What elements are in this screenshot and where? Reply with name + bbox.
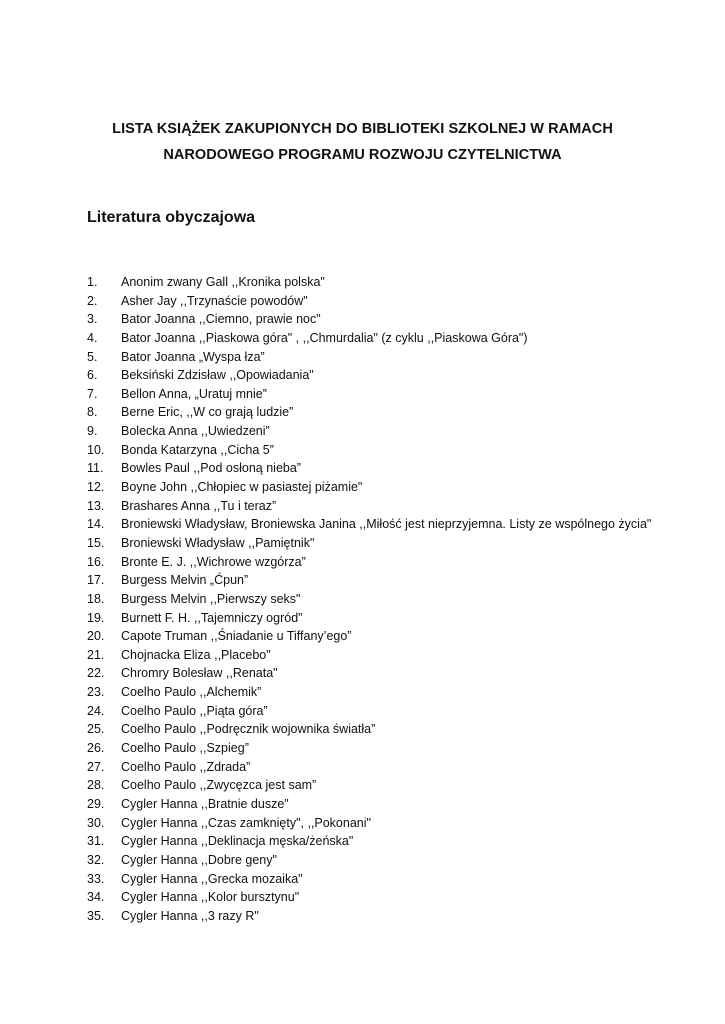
list-item <box>87 664 687 683</box>
list-item-number: 6. <box>87 368 98 383</box>
list-item-number: 7. <box>87 386 98 401</box>
list-item <box>87 571 687 590</box>
list-item <box>87 329 687 348</box>
list-item-number: 23. <box>87 685 105 700</box>
list-item <box>87 590 687 609</box>
list-item <box>87 292 687 311</box>
list-item <box>87 310 687 329</box>
list-item-text: Capote Truman ,,Śniadanie u Tiffany’ego” <box>121 629 352 644</box>
list-item-number: 26. <box>87 741 105 756</box>
list-item <box>87 702 687 721</box>
list-item-text: Burgess Melvin „Ćpun” <box>121 573 249 588</box>
list-item-number: 29. <box>87 796 105 811</box>
list-item <box>87 720 687 739</box>
list-item-text: Coelho Paulo ,,Podręcznik wojownika światła” <box>121 722 376 737</box>
list-item-text: Burnett F. H. ,,Tajemniczy ogród” <box>121 610 303 625</box>
list-item-number: 27. <box>87 759 105 774</box>
list-item <box>87 814 687 833</box>
list-item <box>87 609 687 628</box>
list-item <box>87 422 687 441</box>
list-item-number: 24. <box>87 703 105 718</box>
list-item <box>87 907 687 926</box>
list-item <box>87 758 687 777</box>
list-item-number: 18. <box>87 591 105 606</box>
list-item-text: Bellon Anna, „Uratuj mnie” <box>121 386 267 401</box>
list-item-number: 3. <box>87 312 98 327</box>
list-item <box>87 403 687 422</box>
list-item <box>87 478 687 497</box>
list-item <box>87 776 687 795</box>
list-item-text: Berne Eric, ,,W co grają ludzie” <box>121 405 294 420</box>
list-item <box>87 553 687 572</box>
list-item-number: 33. <box>87 871 105 886</box>
list-item-number: 8. <box>87 405 98 420</box>
list-item-number: 4. <box>87 330 98 345</box>
list-item <box>87 851 687 870</box>
list-item-text: Broniewski Władysław ,,Pamiętnik" <box>121 535 315 550</box>
list-item-number: 15. <box>87 535 105 550</box>
list-item-text: Coelho Paulo ,,Zwycęzca jest sam” <box>121 778 317 793</box>
list-item-text: Cygler Hanna ,,Deklinacja męska/żeńska" <box>121 834 354 849</box>
list-item-number: 32. <box>87 852 105 867</box>
list-item-number: 10. <box>87 442 105 457</box>
title-line-2: NARODOWEGO PROGRAMU ROZWOJU CZYTELNICTWA <box>163 147 562 163</box>
list-item <box>87 441 687 460</box>
list-item-text: Bator Joanna ,,Ciemno, prawie noc" <box>121 312 321 327</box>
list-item-text: Coelho Paulo ,,Szpieg” <box>121 741 249 756</box>
list-item-number: 12. <box>87 480 105 495</box>
list-item-text: Brashares Anna ,,Tu i teraz” <box>121 498 277 513</box>
list-item-text: Bator Joanna „Wyspa łza” <box>121 349 265 364</box>
list-item-text: Broniewski Władysław, Broniewska Janina ,,Miłość jest nieprzyjemna. Listy ze wspólnego życia" <box>121 517 652 532</box>
list-item-number: 35. <box>87 908 105 923</box>
title-line-1: LISTA KSIĄŻEK ZAKUPIONYCH DO BIBLIOTEKI SZKOLNEJ W RAMACH <box>112 121 613 137</box>
list-item-number: 21. <box>87 647 105 662</box>
list-item <box>87 534 687 553</box>
list-item-number: 20. <box>87 629 105 644</box>
list-item <box>87 366 687 385</box>
list-item-number: 16. <box>87 554 105 569</box>
list-item-text: Bator Joanna ,,Piaskowa góra" , ,,Chmurdalia" (z cyklu ,,Piaskowa Góra") <box>121 330 528 345</box>
list-item-text: Coelho Paulo ,,Piąta góra” <box>121 703 268 718</box>
list-item <box>87 795 687 814</box>
list-item <box>87 870 687 889</box>
list-item-text: Chojnacka Eliza ,,Placebo" <box>121 647 271 662</box>
list-item <box>87 497 687 516</box>
section-heading: Literatura obyczajowa <box>87 209 256 226</box>
list-item-number: 14. <box>87 517 105 532</box>
list-item-text: Asher Jay ,,Trzynaście powodów" <box>121 293 308 308</box>
list-item-text: Bowles Paul ,,Pod osłoną nieba” <box>121 461 301 476</box>
list-item-number: 5. <box>87 349 98 364</box>
list-item-number: 25. <box>87 722 105 737</box>
list-item <box>87 459 687 478</box>
list-item <box>87 385 687 404</box>
list-item <box>87 273 687 292</box>
list-item-number: 2. <box>87 293 98 308</box>
list-item-number: 34. <box>87 890 105 905</box>
list-item-number: 28. <box>87 778 105 793</box>
list-item <box>87 627 687 646</box>
list-item-number: 1. <box>87 275 98 289</box>
list-item-text: Burgess Melvin ,,Pierwszy seks" <box>121 591 301 606</box>
list-item-text: Cygler Hanna ,,3 razy R" <box>121 908 259 923</box>
list-item-number: 17. <box>87 573 105 588</box>
list-item-text: Coelho Paulo ,,Alchemik” <box>121 685 262 700</box>
list-item-text: Cygler Hanna ,,Grecka mozaika" <box>121 871 303 886</box>
list-item-text: Bronte E. J. ,,Wichrowe wzgórza” <box>121 554 306 569</box>
list-item-text: Cygler Hanna ,,Kolor bursztynu" <box>121 890 300 905</box>
list-item-number: 22. <box>87 666 105 681</box>
list-item-text: Boyne John ,,Chłopiec w pasiastej piżamie" <box>121 480 363 495</box>
list-item-number: 11. <box>87 461 104 476</box>
list-item-number: 31. <box>87 834 105 849</box>
list-item <box>87 739 687 758</box>
list-item-text: Cygler Hanna ,,Czas zamknięty", ,,Pokonani" <box>121 815 371 830</box>
list-item-number: 13. <box>87 498 105 513</box>
list-item-number: 9. <box>87 424 98 439</box>
book-list <box>87 273 687 925</box>
list-item <box>87 515 687 534</box>
list-item <box>87 832 687 851</box>
page-title <box>60 116 665 168</box>
list-item <box>87 683 687 702</box>
list-item-text: Anonim zwany Gall ,,Kronika polska" <box>121 275 325 289</box>
list-item-text: Cygler Hanna ,,Bratnie dusze" <box>121 796 289 811</box>
list-item-number: 30. <box>87 815 105 830</box>
list-item-text: Chromry Bolesław ,,Renata" <box>121 666 278 681</box>
list-item-text: Beksiński Zdzisław ,,Opowiadania" <box>121 368 314 383</box>
list-item-text: Bolecka Anna ,,Uwiedzeni” <box>121 424 270 439</box>
list-item-number: 19. <box>87 610 105 625</box>
list-item <box>87 888 687 907</box>
list-item-text: Coelho Paulo ,,Zdrada” <box>121 759 251 774</box>
list-item <box>87 348 687 367</box>
list-item-text: Cygler Hanna ,,Dobre geny" <box>121 852 277 867</box>
list-item-text: Bonda Katarzyna ,,Cicha 5” <box>121 442 274 457</box>
list-item <box>87 646 687 665</box>
